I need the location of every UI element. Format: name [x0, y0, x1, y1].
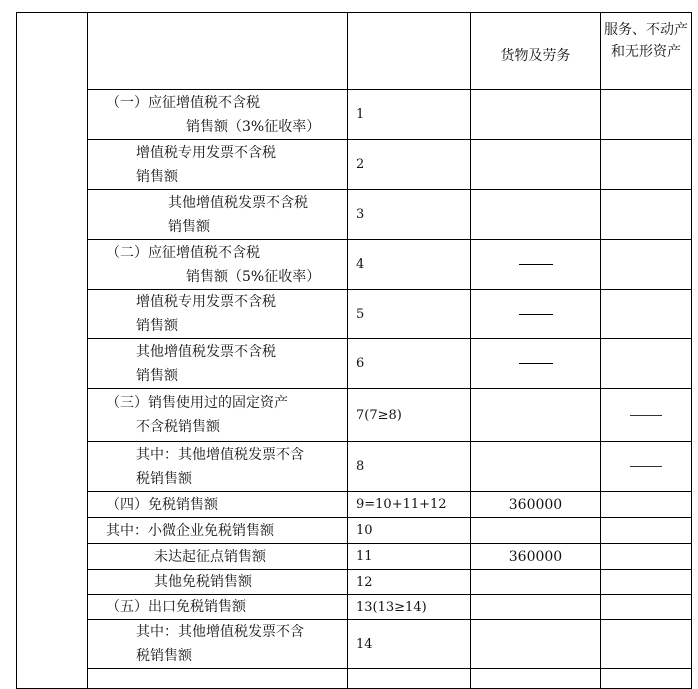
line-number: 4 [348, 240, 471, 290]
goods-value[interactable] [471, 389, 601, 442]
item-label-line2: 税销售额 [136, 648, 192, 664]
line-number: 11 [348, 544, 471, 570]
goods-value[interactable] [471, 620, 601, 669]
item-cell [88, 518, 348, 544]
item-label-line1: 其中：其他增值税发票不含 [136, 446, 304, 463]
item-label-line1: （二）应征增值税不含税 [106, 244, 260, 261]
line-number: 9=10+11+12 [348, 492, 471, 518]
item-label-line1: 其他增值税发票不含税 [168, 194, 308, 211]
services-value-dash [601, 389, 692, 442]
item-cell [88, 669, 348, 689]
item-cell [88, 240, 348, 290]
services-value-dash [601, 442, 692, 492]
item-label-line1: （三）销售使用过的固定资产 [106, 395, 288, 411]
item-cell [88, 570, 348, 595]
table-row [17, 518, 692, 544]
item-label-line2: 销售额 [168, 218, 210, 235]
item-cell [88, 140, 348, 190]
line-number: 5 [348, 290, 471, 339]
header-item-cell [88, 13, 348, 90]
line-number [348, 669, 471, 689]
goods-value[interactable]: 360000 [471, 492, 601, 518]
item-label-line2: 销售额 [136, 318, 178, 334]
goods-value[interactable] [471, 518, 601, 544]
item-cell [88, 595, 348, 620]
table-row [17, 620, 692, 669]
dash-mark [630, 466, 662, 467]
table-row [17, 290, 692, 339]
item-label-line1: （一）应征增值税不含税 [106, 94, 260, 111]
table-row [17, 389, 692, 442]
goods-value[interactable] [471, 190, 601, 240]
goods-value[interactable] [471, 669, 601, 689]
line-number: 8 [348, 442, 471, 492]
services-value[interactable] [601, 570, 692, 595]
goods-value[interactable]: 360000 [471, 544, 601, 570]
item-label-line1: 增值税专用发票不含税 [136, 144, 276, 161]
item-label-line1: 其他增值税发票不含税 [136, 343, 276, 360]
item-cell [88, 339, 348, 389]
goods-value[interactable] [471, 442, 601, 492]
item-label-line2: 销售额（3%征收率） [186, 118, 321, 135]
services-value[interactable] [601, 290, 692, 339]
item-label-line2: 销售额 [136, 367, 178, 384]
item-cell [88, 544, 348, 570]
header-line-cell [348, 13, 471, 90]
item-label-line1: （五）出口免税销售额 [106, 599, 246, 615]
services-value[interactable] [601, 190, 692, 240]
item-label-line1: 其他免税销售额 [154, 574, 252, 590]
line-number: 6 [348, 339, 471, 389]
goods-value[interactable] [471, 570, 601, 595]
tax-declaration-table [16, 12, 692, 689]
table-row [17, 240, 692, 290]
side-label-cell [17, 13, 88, 689]
line-number: 13(13≥14) [348, 595, 471, 620]
item-label-line2: 税销售额 [136, 470, 192, 487]
table-row [17, 190, 692, 240]
table-row [17, 570, 692, 595]
header-services: 服务、不动产和无形资产 [601, 13, 692, 90]
table-row [17, 595, 692, 620]
header-row [17, 13, 692, 90]
dash-mark [519, 314, 553, 315]
goods-value-dash [471, 240, 601, 290]
services-value[interactable] [601, 518, 692, 544]
services-value[interactable] [601, 339, 692, 389]
dash-mark [519, 264, 553, 265]
services-value[interactable] [601, 240, 692, 290]
table-row [17, 140, 692, 190]
dash-mark [519, 363, 553, 364]
item-cell [88, 389, 348, 442]
item-cell [88, 492, 348, 518]
goods-value-dash [471, 290, 601, 339]
item-label-line1: （四）免税销售额 [106, 496, 218, 513]
item-cell [88, 190, 348, 240]
goods-value[interactable] [471, 140, 601, 190]
services-value[interactable] [601, 140, 692, 190]
goods-value-dash [471, 339, 601, 389]
line-number: 10 [348, 518, 471, 544]
table-row [17, 442, 692, 492]
item-cell [88, 620, 348, 669]
dash-mark [630, 415, 662, 416]
item-label-line2: 销售额 [136, 168, 178, 185]
services-value[interactable] [601, 90, 692, 140]
item-label-line2: 不含税销售额 [136, 419, 220, 435]
item-label-line1: 增值税专用发票不含税 [136, 294, 276, 310]
services-value[interactable] [601, 620, 692, 669]
item-cell [88, 90, 348, 140]
item-label-line1: 其中：其他增值税发票不含 [136, 624, 304, 640]
services-value[interactable] [601, 669, 692, 689]
line-number: 12 [348, 570, 471, 595]
table-row [17, 90, 692, 140]
table-row-partial [17, 669, 692, 689]
item-label-line2: 销售额（5%征收率） [186, 268, 321, 285]
table-row [17, 544, 692, 570]
table-row [17, 492, 692, 518]
goods-value[interactable] [471, 595, 601, 620]
goods-value[interactable] [471, 90, 601, 140]
item-cell [88, 290, 348, 339]
services-value[interactable] [601, 595, 692, 620]
item-label-line1: 未达起征点销售额 [154, 548, 266, 565]
item-cell [88, 442, 348, 492]
item-label-line1: 其中：小微企业免税销售额 [106, 522, 274, 539]
table-row [17, 339, 692, 389]
line-number: 7(7≥8) [348, 389, 471, 442]
line-number: 3 [348, 190, 471, 240]
line-number: 1 [348, 90, 471, 140]
line-number: 14 [348, 620, 471, 669]
line-number: 2 [348, 140, 471, 190]
header-goods: 货物及劳务 [471, 13, 601, 90]
services-value[interactable] [601, 492, 692, 518]
services-value[interactable] [601, 544, 692, 570]
